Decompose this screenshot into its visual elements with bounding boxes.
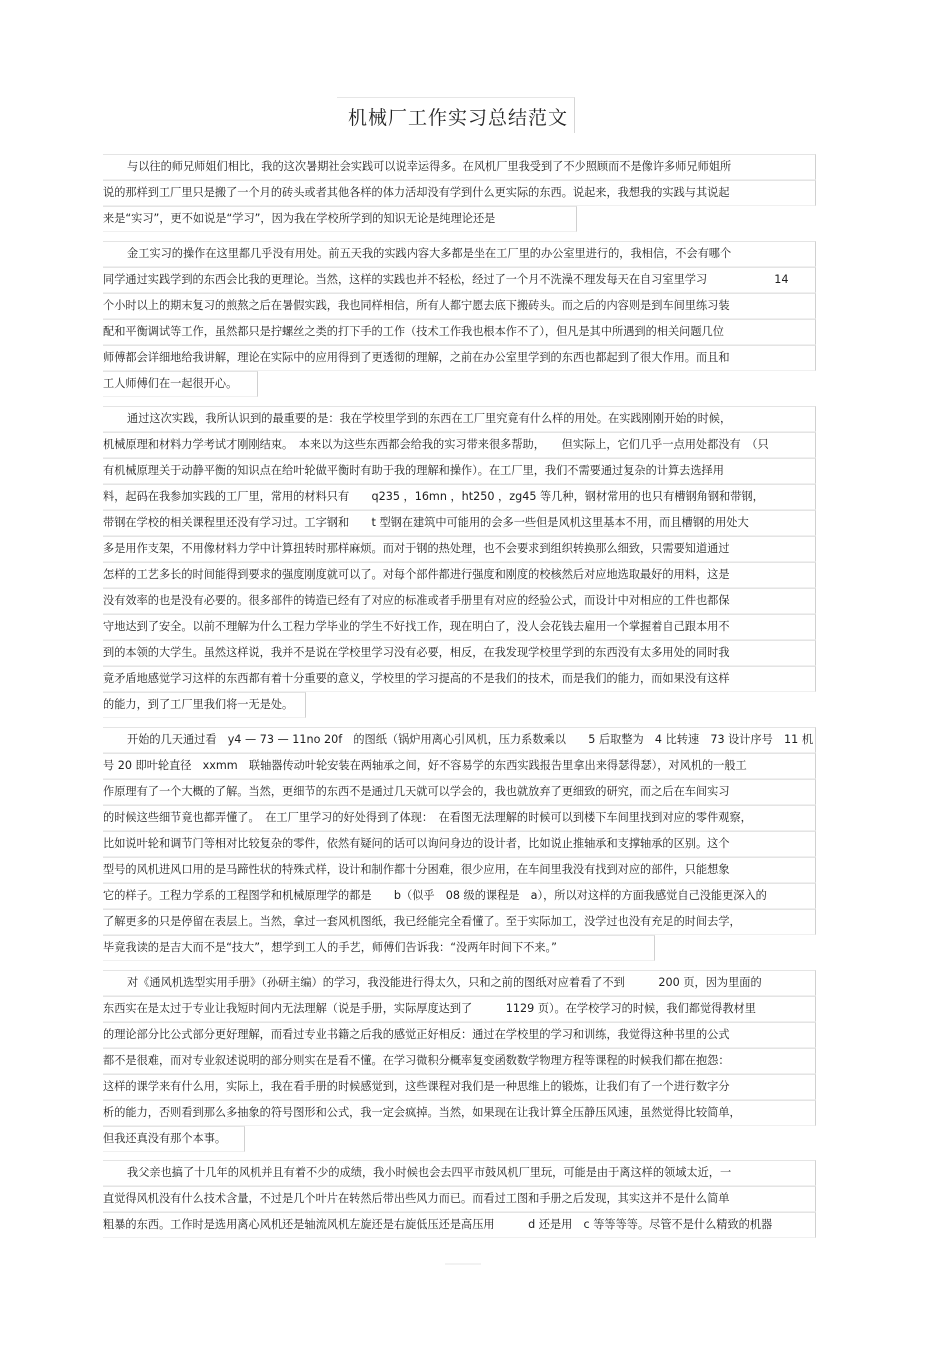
text-line: 作原理有了一个大概的了解。当然，更细节的东西不是通过几天就可以学会的，我也就放弃了更细致的研究，而之后在车间实习 [103,779,816,805]
text-line: 机械原理和材料力学考试才刚刚结束。 本来以为这些东西都会给我的实习带来很多帮助， 但实际上，它们几乎一点用处都没有 （只 [103,432,816,458]
text-line: 有机械原理关于动静平衡的知识点在给叶轮做平衡时有助于我的理解和操作）。在工厂里，我们不需要通过复杂的计算去选择用 [103,458,816,484]
text-line: 多是用作支架，不用像材料力学中计算扭转时那样麻烦。而对于钢的热处理，也不会要求到组织转换那么细致，只需要知道通过 [103,536,816,562]
text-line: 东西实在是太过于专业让我短时间内无法理解（说是手册，实际厚度达到了 1129 页）。在学校学习的时候，我们都觉得教材里 [103,996,816,1022]
text-line: 个小时以上的期末复习的煎熬之后在暑假实践，我也同样相信，所有人都宁愿去底下搬砖头。而之后的内容则是到车间里练习装 [103,293,816,319]
text-line: 竟矛盾地感觉学习这样的东西都有着十分重要的意义，学校里的学习提高的不是我们的技术，而是我们的能力，而如果没有这样 [103,666,816,692]
text-line: 来是“实习”，更不如说是“学习”，因为我在学校所学到的知识无论是纯理论还是 [103,206,577,232]
text-line: 金工实习的操作在这里都几乎没有用处。前五天我的实践内容大多都是坐在工厂里的办公室里进行的，我相信，不会有哪个 [103,241,816,267]
text-line: 都不是很难，而对专业叙述说明的部分则实在是看不懂。在学习微积分概率复变函数数学物理方程等课程的时候我们都在抱怨： [103,1048,816,1074]
text-line: 料，起码在我参加实践的工厂里，常用的材料只有 q235 ，16mn ，ht250 ，zg45 等几种，钢材常用的也只有槽钢角钢和带钢， [103,484,816,510]
page-footer-mark [445,1263,481,1265]
text-line: 了解更多的只是停留在表层上。当然，拿过一套风机图纸，我已经能完全看懂了。至于实际加工，没学过也没有充足的时间去学， [103,909,816,935]
text-line: 对《通风机选型实用手册》（孙研主编）的学习，我没能进行得太久，只和之前的图纸对应着看了不到 200 页，因为里面的 [103,970,816,996]
text-line: 直觉得风机没有什么技术含量，不过是几个叶片在转然后带出些风力而已。而看过工图和手册之后发现，其实这并不是什么简单 [103,1186,816,1212]
text-line: 通过这次实践，我所认识到的最重要的是：我在学校里学到的东西在工厂里究竟有什么样的用处。在实践刚刚开始的时候， [103,406,816,432]
text-line: 与以往的师兄师姐们相比，我的这次暑期社会实践可以说幸运得多。在风机厂里我受到了不少照顾而不是像许多师兄师姐所 [103,154,816,180]
text-line: 配和平衡调试等工作，虽然都只是拧螺丝之类的打下手的工作（技术工作我也根本作不了），但凡是其中所遇到的相关问题几位 [103,319,816,345]
text-line: 师傅都会详细地给我讲解，理论在实际中的应用得到了更透彻的理解，之前在办公室里学到的东西也都起到了很大作用。而且和 [103,345,816,371]
text-line: 怎样的工艺多长的时间能得到要求的强度刚度就可以了。对每个部件都进行强度和刚度的校核然后对应地选取最好的用料，这是 [103,562,816,588]
text-line: 粗暴的东西。工作时是选用离心风机还是轴流风机左旋还是右旋低压还是高压用 d 还是用 c 等等等等。尽管不是什么精致的机器 [103,1212,816,1238]
text-line: 守地达到了安全。以前不理解为什么工程力学毕业的学生不好找工作，现在明白了，没人会花钱去雇用一个掌握着自己跟本用不 [103,614,816,640]
text-line: 开始的几天通过看 y4 — 73 — 11no 20f 的图纸（锅炉用离心引风机，压力系数乘以 5 后取整为 4 比转速 73 设计序号 11 机 [103,727,816,753]
text-line: 它的样子。工程力学系的工程图学和机械原理学的都是 b（似乎 08 级的课程是 a），所以对这样的方面我感觉自己没能更深入的 [103,883,816,909]
text-line: 型号的风机进风口用的是马蹄性状的特殊式样，设计和制作都十分困难，很少应用，在车间里我没有找到对应的部件，只能想象 [103,857,816,883]
text-line: 号 20 即叶轮直径 xxmm 联轴器传动叶轮安装在两轴承之间，好不容易学的东西实践报告里拿出来得瑟得瑟），对风机的一般工 [103,753,816,779]
text-line: 毕竟我读的是吉大而不是“技大”，想学到工人的手艺，师傅们告诉我：“没两年时间下不来。” [103,935,655,961]
text-line: 但我还真没有那个本事。 [103,1126,245,1152]
page-title: 机械厂工作实习总结范文 [348,107,569,129]
text-line: 同学通过实践学到的东西会比我的更理论。当然，这样的实践也并不轻松，经过了一个月不洗澡不理发每天在自习室里学习 14 [103,267,816,293]
text-line: 析的能力，否则看到那么多抽象的符号图形和公式，我一定会疯掉。当然，如果现在让我计算全压静压风速，虽然觉得比较简单， [103,1100,816,1126]
text-line: 带钢在学校的相关课程里还没有学习过。工字钢和 t 型钢在建筑中可能用的会多一些但是风机这里基本不用，而且槽钢的用处大 [103,510,816,536]
text-line: 没有效率的也是没有必要的。很多部件的铸造已经有了对应的标准或者手册里有对应的经验公式，而设计中对相应的工件也都保 [103,588,816,614]
text-line: 的理论部分比公式部分更好理解，而看过专业书籍之后我的感觉正好相反：通过在学校里的学习和训练，我觉得这种书里的公式 [103,1022,816,1048]
text-line: 这样的课学来有什么用，实际上，我在看手册的时候感觉到，这些课程对我们是一种思维上的锻炼，让我们有了一个进行数字分 [103,1074,816,1100]
text-line: 到的本领的大学生。虽然这样说，我并不是说在学校里学习没有必要，相反，在我发现学校里学到的东西没有太多用处的同时我 [103,640,816,666]
text-line: 的时候这些细节竟也都弄懂了。 在工厂里学习的好处得到了体现： 在看图无法理解的时候可以到楼下车间里找到对应的零件观察， [103,805,816,831]
text-line: 工人师傅们在一起很开心。 [103,371,258,397]
text-line: 说的那样到工厂里只是搬了一个月的砖头或者其他各样的体力活却没有学到什么更实际的东西。说起来，我想我的实践与其说起 [103,180,816,206]
text-line: 我父亲也搞了十几年的风机并且有着不少的成绩，我小时候也会去四平市鼓风机厂里玩，可能是由于离这样的领域太近，一 [103,1160,816,1186]
text-line: 比如说叶轮和调节门等相对比较复杂的零件，依然有疑问的话可以询问身边的设计者，比如说止推轴承和支撑轴承的区别。这个 [103,831,816,857]
text-line: 的能力，到了工厂里我们将一无是处。 [103,692,306,718]
